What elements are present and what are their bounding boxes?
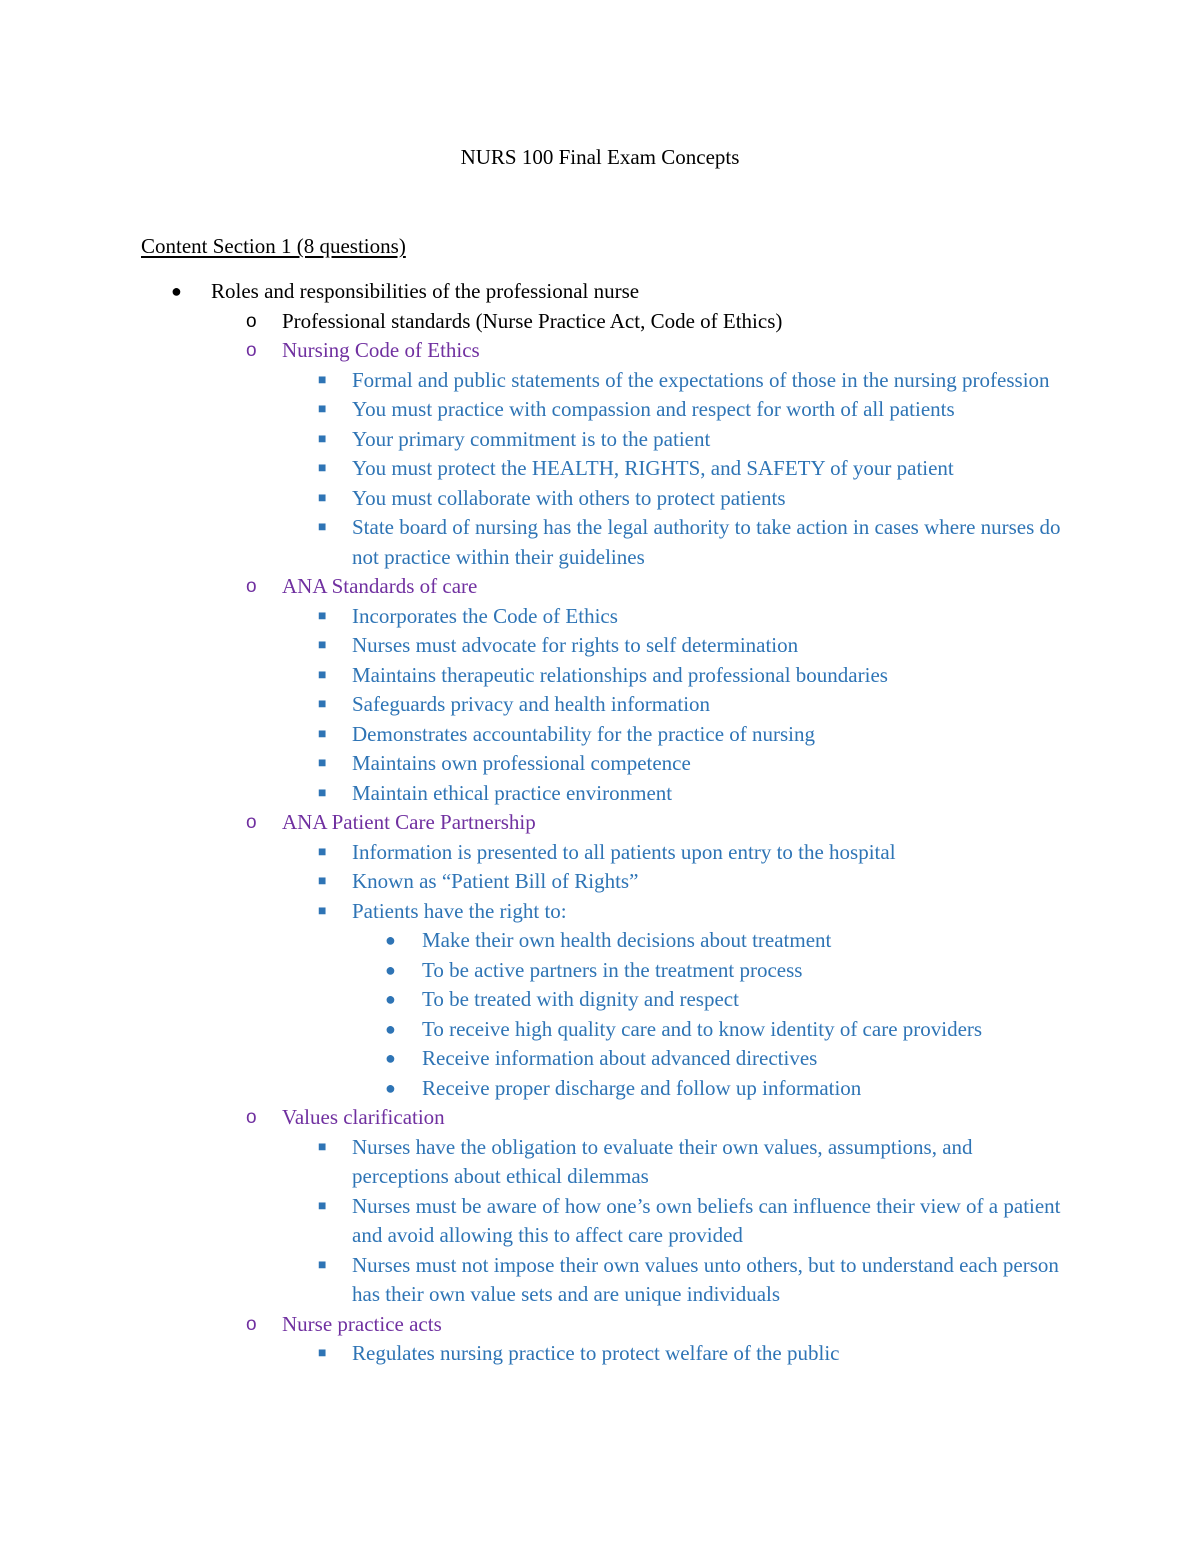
outline-item [0, 1251, 1064, 1310]
outline-item-text: Maintains therapeutic relationships and professional boundaries [352, 662, 888, 687]
outline-item-text: Maintains own professional competence [352, 751, 691, 775]
bullet-square-icon: ■ [318, 608, 327, 624]
bullet-square-icon: ■ [318, 431, 327, 447]
bullet-square-icon: ■ [318, 1139, 327, 1155]
outline-item-text: Safeguards privacy and health information [352, 692, 711, 716]
bullet-square-icon: ■ [318, 903, 327, 919]
outline-item [0, 336, 1200, 366]
outline-item-text: ANA Standards of care [282, 574, 478, 598]
outline-item [0, 1192, 1064, 1251]
outline-item [0, 1015, 1072, 1045]
bullet-square-icon: ■ [318, 372, 327, 388]
outline-item-text: Values clarification [282, 1105, 445, 1129]
bullet-square-icon: ■ [318, 844, 327, 860]
outline-item-text: To be treated with dignity and respect [422, 987, 739, 1011]
outline-item [0, 395, 1064, 425]
outline-item-text: You must practice with compassion and respect for worth of all patients [352, 397, 955, 421]
outline-item-text: Nurses must advocate for rights to self determination [352, 633, 799, 657]
outline-item-text: Receive proper discharge and follow up information [422, 1075, 862, 1100]
outline-item [0, 631, 1064, 661]
outline-item [0, 366, 1064, 396]
bullet-circle-icon: o [246, 1107, 257, 1128]
bullet-square-icon: ■ [318, 461, 327, 476]
bullet-dot-icon: ● [385, 1077, 396, 1098]
outline-item [0, 1133, 1064, 1192]
bullet-square-icon: ■ [318, 1346, 327, 1361]
bullet-square-icon: ■ [318, 1198, 327, 1214]
bullet-square-icon: ■ [318, 1257, 327, 1273]
bullet-square-icon: ■ [318, 785, 327, 801]
outline-item [0, 956, 1072, 986]
bullet-circle-icon: o [246, 310, 257, 332]
outline-item [0, 808, 1200, 838]
outline-item [0, 720, 1064, 750]
outline-item-text: Maintain ethical practice environment [352, 780, 673, 805]
bullet-dot-icon: ● [171, 281, 182, 301]
bullet-circle-icon: o [246, 812, 257, 833]
document-title: NURS 100 Final Exam Concepts [460, 145, 740, 169]
outline-item-text: Your primary commitment is to the patient [352, 426, 711, 451]
bullet-square-icon: ■ [318, 520, 327, 535]
outline-item [0, 513, 1064, 572]
outline-item [0, 749, 1064, 779]
outline-item [0, 602, 1064, 632]
outline-item [0, 926, 1072, 956]
outline-item [0, 425, 1064, 455]
bullet-circle-icon: o [246, 576, 257, 597]
outline-item [0, 1339, 1064, 1369]
outline-item-text: To receive high quality care and to know identity of care providers [422, 1016, 983, 1041]
bullet-dot-icon: ● [385, 989, 396, 1009]
bullet-dot-icon: ● [385, 930, 396, 950]
outline-item-text: Nursing Code of Ethics [282, 338, 480, 362]
outline-item [0, 985, 1072, 1015]
bullet-circle-icon: o [246, 340, 257, 361]
outline-item-text: Formal and public statements of the expectations of those in the nursing profession [352, 367, 1050, 392]
bullet-dot-icon: ● [385, 1048, 396, 1068]
outline-item [0, 1310, 1200, 1340]
outline-item [0, 1103, 1200, 1133]
outline-item-text: You must collaborate with others to protect patients [352, 485, 786, 510]
outline-item [0, 484, 1064, 514]
outline-item [0, 307, 1200, 337]
bullet-square-icon: ■ [318, 756, 327, 771]
outline-item [0, 454, 1064, 484]
outline-item [0, 779, 1064, 809]
outline-item-text: Known as “Patient Bill of Rights” [352, 869, 639, 893]
outline-item-text: Nurses must not impose their own values unto others, but to understand each person has their own value sets and are unique individuals [352, 1252, 1059, 1306]
outline-item [0, 572, 1200, 602]
outline-item-text: You must protect the HEALTH, RIGHTS, and SAFETY of your patient [352, 456, 954, 480]
outline-item [0, 867, 1064, 897]
outline-item-text: Receive information about advanced directives [422, 1046, 818, 1070]
bullet-dot-icon: ● [385, 959, 396, 980]
outline-item-text: Information is presented to all patients upon entry to the hospital [352, 839, 896, 864]
outline-item-text: Nurses must be aware of how one’s own beliefs can influence their view of a patient and avoid allowing this to affect care provided [352, 1193, 1061, 1247]
outline-item [0, 1074, 1072, 1104]
outline-item [0, 897, 1064, 927]
outline-item-text: Professional standards (Nurse Practice Act, Code of Ethics) [282, 308, 783, 333]
outline-item-text: Nurse practice acts [282, 1311, 442, 1336]
outline-item-text: To be active partners in the treatment process [422, 957, 803, 982]
outline-item-text: ANA Patient Care Partnership [282, 810, 536, 834]
outline-item-text: Make their own health decisions about treatment [422, 928, 832, 952]
outline-item-text: Regulates nursing practice to protect welfare of the public [352, 1341, 840, 1365]
outline-list [0, 277, 1200, 1369]
bullet-square-icon: ■ [318, 874, 327, 889]
bullet-circle-icon: o [246, 1313, 257, 1335]
outline-item-text: Nurses have the obligation to evaluate their own values, assumptions, and perceptions about ethical dilemmas [352, 1134, 973, 1188]
outline-item-text: Patients have the right to: [352, 898, 567, 923]
outline-item [0, 838, 1064, 868]
bullet-square-icon: ■ [318, 667, 327, 683]
outline-item [0, 690, 1064, 720]
bullet-square-icon: ■ [318, 402, 327, 417]
outline-item [0, 1044, 1072, 1074]
outline-item-text: Demonstrates accountability for the practice of nursing [352, 721, 816, 746]
section-heading: Content Section 1 (8 questions) [141, 234, 406, 258]
bullet-square-icon: ■ [318, 726, 327, 742]
outline-item-text: State board of nursing has the legal authority to take action in cases where nurses do not practice within their guidelines [352, 515, 1061, 569]
bullet-dot-icon: ● [385, 1018, 396, 1039]
bullet-square-icon: ■ [318, 638, 327, 653]
outline-item-text: Incorporates the Code of Ethics [352, 603, 618, 628]
bullet-square-icon: ■ [318, 697, 327, 712]
outline-item [0, 277, 1200, 307]
outline-item-text: Roles and responsibilities of the professional nurse [211, 279, 640, 303]
bullet-square-icon: ■ [318, 490, 327, 506]
outline-item [0, 661, 1064, 691]
